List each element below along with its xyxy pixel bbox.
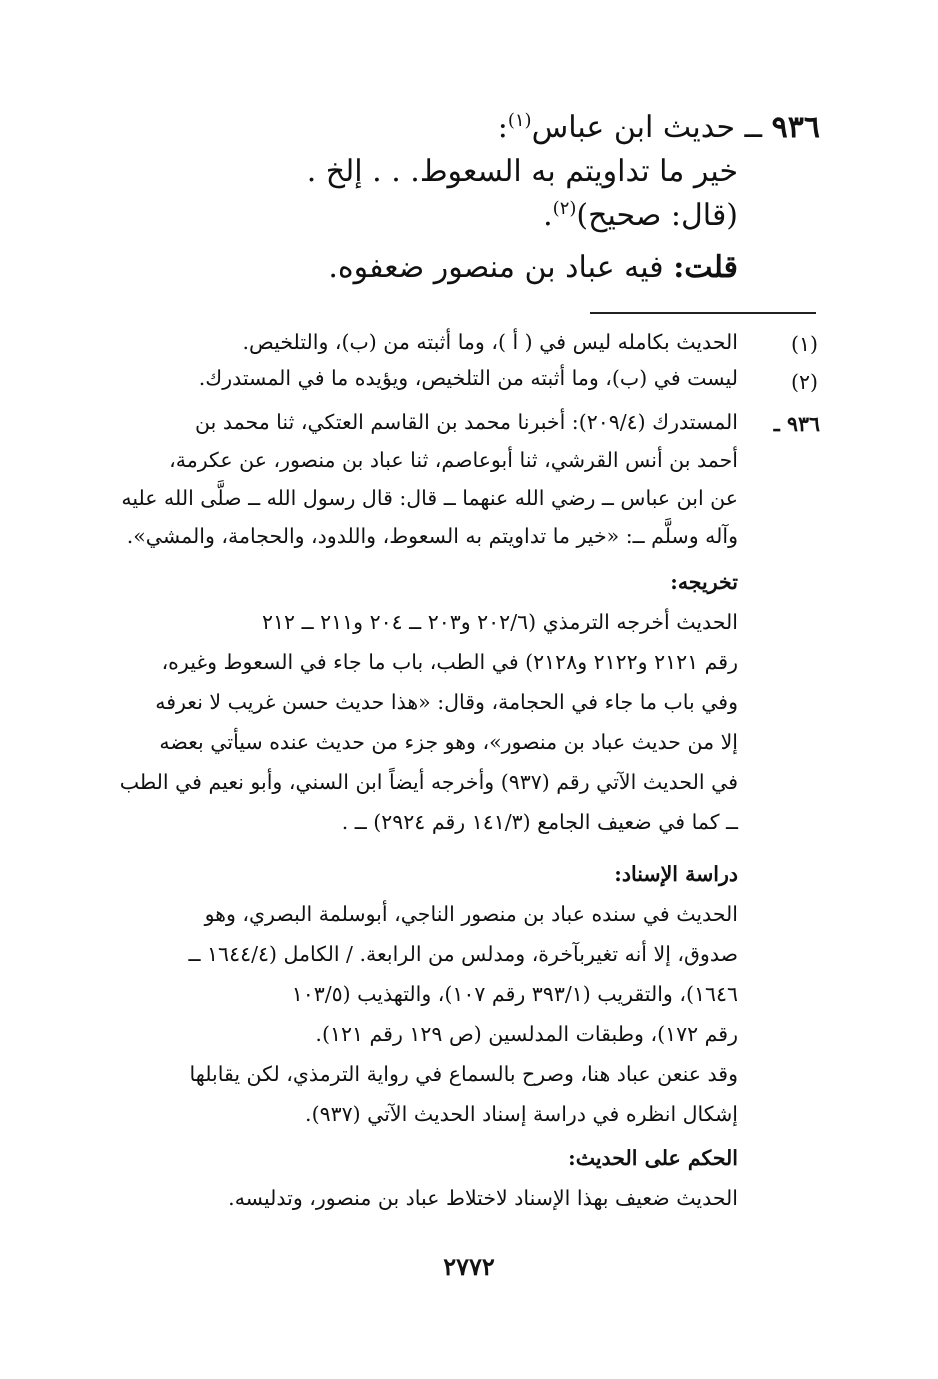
title-colon: : (497, 110, 508, 145)
takhrij-line: الحديث أخرجه الترمذي (٢٠٢/٦ و٢٠٣ ــ ٢٠٤ و٢١١ ــ ٢١٢ (262, 610, 738, 634)
commentary-line: المستدرك (٢٠٩/٤): أخبرنا محمد بن القاسم العتكي، ثنا محمد بن (195, 410, 738, 434)
isnad-line: صدوق، إلا أنه تغيربآخرة، ومدلس من الرابعة. / الكامل (١٦٤٤/٤ ــ (188, 942, 738, 966)
takhrij-line: وفي باب ما جاء في الحجامة، وقال: «هذا حديث حسن غريب لا نعرفه (155, 690, 738, 714)
qal-line (543, 194, 738, 238)
footnote-text-1: الحديث بكامله ليس في ( أ )، وما أثبته من (ب)، والتلخيص. (242, 330, 738, 354)
footnote-ref-2: (٢) (552, 198, 577, 219)
hadith-text (307, 150, 738, 194)
commentary-number: ٩٣٦ ـ (773, 412, 820, 436)
isnad-line: ١٦٤٦)، والتقريب (٣٩٣/١ رقم ١٠٧)، والتهذيب (١٠٣/٥ (291, 982, 738, 1006)
qal-text: (قال: صحيح) (576, 198, 738, 233)
footnote-ref-1: (١) (507, 110, 532, 131)
hukm-heading: الحكم على الحديث: (568, 1146, 738, 1170)
hadith-title (498, 106, 820, 150)
takhrij-heading: تخريجه: (670, 570, 738, 594)
footnote-number-2: (٢) (790, 370, 818, 394)
takhrij-line: ــ كما في ضعيف الجامع (١٤١/٣ رقم ٢٩٢٤) ــ . (341, 810, 738, 834)
isnad-line: وقد عنعن عباد هنا، وصرح بالسماع في رواية الترمذي، لكن يقابلها (189, 1062, 738, 1086)
commentary-line: وآله وسلَّم ــ: «خير ما تداويتم به السعوط، واللدود، والحجامة، والمشي». (126, 524, 738, 548)
takhrij-line: رقم ٢١٢١ و٢١٢٢ و٢١٢٨) في الطب، باب ما جاء في السعوط وغيره، (161, 650, 738, 674)
footnote-text-2: ليست في (ب)، وما أثبته من التلخيص، ويؤيده ما في المستدرك. (198, 366, 738, 390)
qult-text: فيه عباد بن منصور ضعفوه. (328, 250, 664, 285)
footnote-number-1: (١) (790, 332, 818, 356)
qult-line (328, 246, 738, 290)
isnad-line: إشكال انظره في دراسة إسناد الحديث الآتي (٩٣٧). (305, 1102, 738, 1126)
footnote-separator (590, 312, 816, 314)
hadith-number: ٩٣٦ (771, 110, 820, 145)
hadith-text-content: خير ما تداويتم به السعوط. . . إلخ . (306, 154, 738, 189)
isnad-line: رقم ١٧٢)، وطبقات المدلسين (ص ١٢٩ رقم ١٢١). (315, 1022, 738, 1046)
takhrij-line: في الحديث الآتي رقم (٩٣٧) وأخرجه أيضاً ابن السني، وأبو نعيم في الطب (119, 770, 738, 794)
isnad-heading: دراسة الإسناد: (614, 862, 738, 886)
commentary-line: عن ابن عباس ــ رضي الله عنهما ــ قال: قال رسول الله ــ صلَّى الله عليه (121, 486, 738, 510)
isnad-line: الحديث في سنده عباد بن منصور الناجي، أبوسلمة البصري، وهو (204, 902, 738, 926)
commentary-line: أحمد بن أنس القرشي، ثنا أبوعاصم، ثنا عباد بن منصور، عن عكرمة، (169, 448, 738, 472)
takhrij-line: إلا من حديث عباد بن منصور»، وهو جزء من حديث عنده سيأتي بعضه (159, 730, 738, 754)
hukm-line: الحديث ضعيف بهذا الإسناد لاختلاط عباد بن منصور، وتدليسه. (228, 1186, 738, 1210)
hadith-title-text: ــ حديث ابن عباس (531, 110, 763, 145)
qal-end: . (543, 198, 553, 233)
qult-label: قلت: (673, 250, 738, 285)
page-number: ٢٧٧٢ (443, 1252, 495, 1281)
